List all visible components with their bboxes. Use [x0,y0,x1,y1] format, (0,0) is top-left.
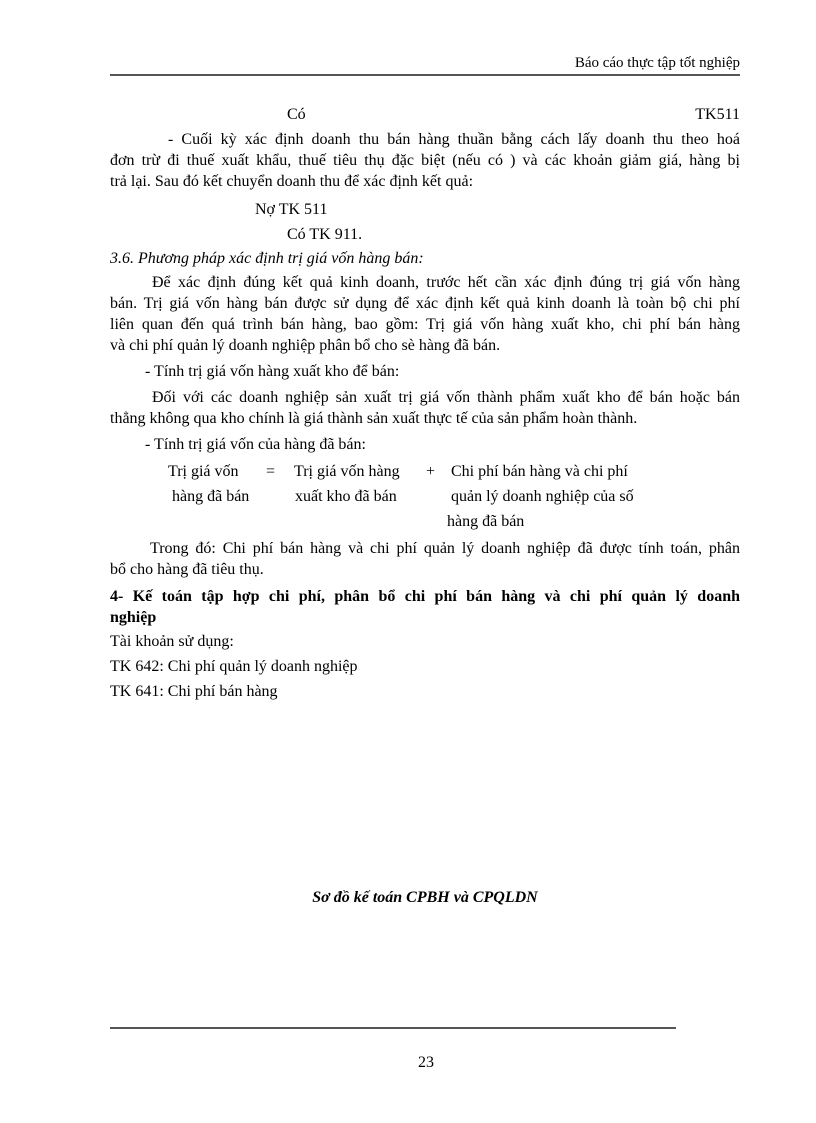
account-item: TK 641: Chi phí bán hàng [110,683,278,700]
footer-rule [110,1027,676,1029]
paragraph-line: liên quan đến quá trình bán hàng, bao gồm: Trị giá vốn hàng xuất kho, chi phí bán hàng [110,316,740,333]
bullet-item: - Tính trị giá vốn hàng xuất kho để bán: [145,363,400,380]
paragraph-line: Đối với các doanh nghiệp sản xuất trị giá vốn thành phẩm xuất kho để bán hoặc bán [152,389,740,406]
paragraph-line: bán. Trị giá vốn hàng bán được sử dụng để xác định kết quả kinh doanh là toàn bộ chi phí [110,295,740,312]
debit-entry: Nợ TK 511 [255,201,328,218]
formula-term2: Chi phí bán hàng và chi phí [451,463,628,480]
running-header: Báo cáo thực tập tốt nghiệp [574,55,740,71]
formula-plus: + [426,463,436,480]
header-rule [110,74,740,76]
formula-lhs: hàng đã bán [172,488,250,505]
paragraph-line: bổ cho hàng đã tiêu thụ. [110,561,264,578]
accounts-label: Tài khoản sử dụng: [110,633,234,650]
paragraph-line: trả lại. Sau đó kết chuyển doanh thu để xác định kết quả: [110,173,474,190]
diagram-caption: Sơ đồ kế toán CPBH và CPQLDN [312,889,538,906]
credit-entry: Có TK 911. [287,226,363,243]
paragraph-line: thẳng không qua kho chính là giá thành sản xuất thực tế của sản phẩm hoàn thành. [110,410,638,427]
formula-lhs: Trị giá vốn [168,463,239,480]
paragraph-line: và chi phí quản lý doanh nghiệp phân bổ cho sè hàng đã bán. [110,337,501,354]
credit-account: TK511 [695,106,740,123]
credit-label: Có [287,106,306,123]
section-heading-4: 4- Kế toán tập hợp chi phí, phân bổ chi phí bán hàng và chi phí quản lý doanh [110,588,740,605]
paragraph-line: - Cuối kỳ xác định doanh thu bán hàng thuần bằng cách lấy doanh thu theo hoá [168,131,740,148]
bullet-item: - Tính trị giá vốn của hàng đã bán: [145,436,366,453]
formula-term1: Trị giá vốn hàng [294,463,400,480]
paragraph-line: Trong đó: Chi phí bán hàng và chi phí quản lý doanh nghiệp đã được tính toán, phân [150,540,740,557]
formula-equals: = [266,463,276,480]
section-heading-4: nghiệp [110,609,157,626]
paragraph-line: đơn trừ đi thuế xuất khẩu, thuế tiêu thụ đặc biệt (nếu có ) và các khoản giảm giá, hàng bị [110,152,740,169]
formula-term2: hàng đã bán [447,513,525,530]
formula-term2: quản lý doanh nghiệp của số [451,488,634,505]
formula-term1: xuất kho đã bán [295,488,397,505]
page-number: 23 [418,1054,434,1071]
account-item: TK 642: Chi phí quản lý doanh nghiệp [110,658,358,675]
section-heading-3-6: 3.6. Phương pháp xác định trị giá vốn hàng bán: [110,250,424,267]
paragraph-line: Để xác định đúng kết quả kinh doanh, trước hết cần xác định đúng trị giá vốn hàng [152,274,740,291]
